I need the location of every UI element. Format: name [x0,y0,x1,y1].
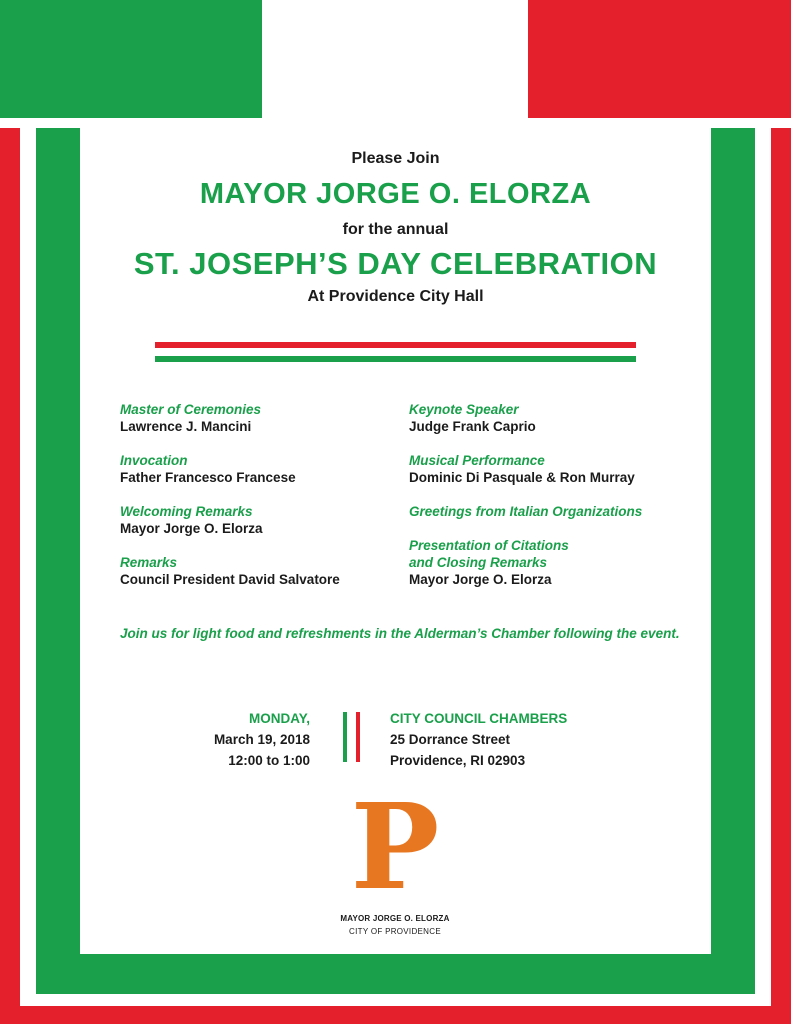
venue-name: CITY COUNCIL CHAMBERS [390,711,568,726]
vertical-red-bar [356,712,360,762]
event-title-heading: ST. JOSEPH’S DAY CELEBRATION [133,246,658,281]
for-annual-text: for the annual [342,221,449,238]
divider-red-stripe [155,342,636,348]
program-item [409,401,699,435]
program-role: Invocation [120,453,188,468]
location-text: At Providence City Hall [307,288,484,305]
program-item [120,452,400,486]
venue-block [390,708,690,771]
logo-line-1: MAYOR JORGE O. ELORZA [340,914,450,923]
refreshments-note: Join us for light food and refreshments in the Alderman’s Chamber following the event. [120,626,680,641]
host-name-heading: MAYOR JORGE O. ELORZA [199,178,592,210]
logo-line-2: CITY OF PROVIDENCE [349,927,441,936]
program-item [409,503,699,520]
program-name: Mayor Jorge O. Elorza [120,521,263,536]
venue-city: Providence, RI 02903 [390,753,526,768]
program-name: Dominic Di Pasquale & Ron Murray [409,470,635,485]
logo-p-letter: P [350,777,440,916]
event-day: MONDAY, [248,711,310,726]
program-item [409,537,699,588]
program-name: Mayor Jorge O. Elorza [409,572,552,587]
divider-green-stripe [155,356,636,362]
program-item [120,554,400,588]
program-name: Lawrence J. Mancini [120,419,252,434]
program-role: Welcoming Remarks [120,504,253,519]
top-right-red-block [528,0,791,118]
program-role: Musical Performance [409,453,545,468]
program-role: Keynote Speaker [409,402,519,417]
event-date: March 19, 2018 [213,732,310,747]
program-role: Remarks [120,555,178,570]
event-date-block [140,708,310,771]
program-name: Judge Frank Caprio [409,419,536,434]
program-role: and Closing Remarks [409,555,548,570]
please-join-text: Please Join [351,150,440,167]
program-role: Greetings from Italian Organizations [409,504,643,519]
event-time: 12:00 to 1:00 [228,753,310,768]
vertical-green-bar [343,712,347,762]
venue-street: 25 Dorrance Street [390,732,511,747]
program-name: Council President David Salvatore [120,572,340,587]
top-left-green-block [0,0,262,118]
program-name: Father Francesco Francese [120,470,296,485]
program-item [120,503,400,537]
program-item [409,452,699,486]
program-role: Presentation of Citations [409,538,569,553]
program-item [120,401,400,435]
program-role: Master of Ceremonies [120,402,262,417]
